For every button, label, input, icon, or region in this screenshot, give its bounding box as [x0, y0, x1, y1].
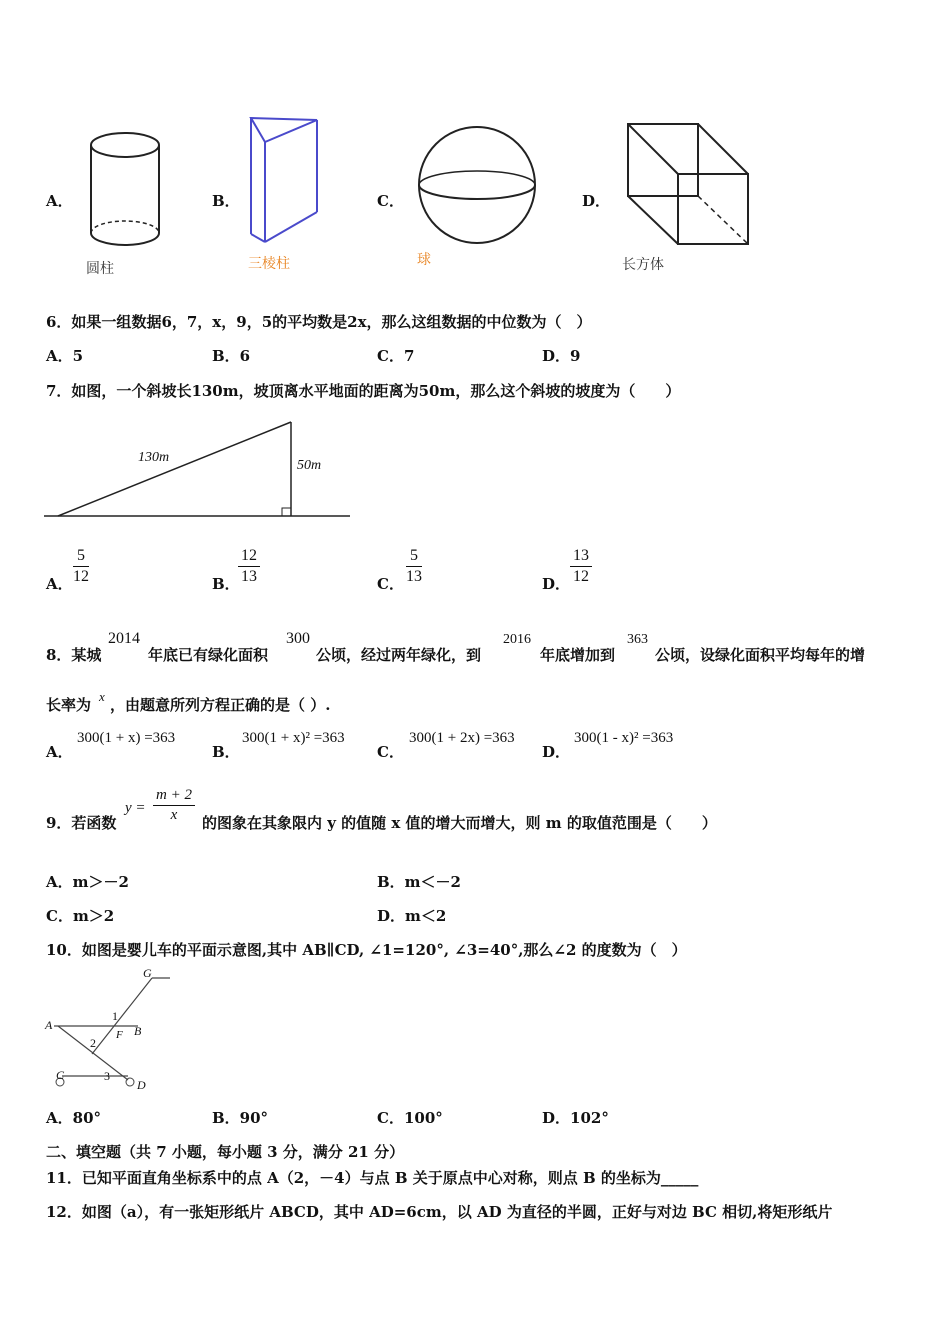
q7-option-d-fraction [570, 547, 592, 586]
q9-y-eq: y = [125, 800, 146, 816]
cuboid-caption: 长方体 [622, 257, 664, 273]
q7-option-a-fraction [73, 547, 89, 586]
q8-option-b-letter: B． [212, 743, 240, 761]
slope-length-label: 130m [138, 450, 170, 465]
q7-option-a-letter: A． [46, 575, 73, 593]
sphere-caption: 球 [417, 252, 431, 268]
q8-option-b-eq: 300(1 + x)² =363 [242, 730, 345, 746]
q8-variable: x [99, 689, 105, 704]
q10-option-d: D．102° [542, 1109, 609, 1127]
q8-option-a-eq: 300(1 + x) =363 [77, 730, 176, 746]
q8-part1: 8．某城 [46, 646, 102, 664]
q9-post: 的图象在其象限内 y 的值随 x 值的增大而增大，则 m 的取值范围是（ ） [202, 814, 717, 832]
q12-stem: 12．如图（a），有一张矩形纸片 ABCD，其中 AD=6cm，以 AD 为直径的半圆，正好与对边 BC 相切,将矩形纸片 [46, 1203, 833, 1221]
q7-option-d-letter: D． [542, 575, 571, 593]
q7-stem: 7．如图，一个斜坡长130m，坡顶离水平地面的距离为50m，那么这个斜坡的坡度为（ ） [46, 382, 681, 400]
q8-line2b: ，由题意所列方程正确的是（ ）. [110, 696, 331, 714]
q7-option-a-num: 5 [73, 547, 89, 567]
q5-option-b-letter: B． [212, 192, 240, 210]
q9-den: x [170, 807, 178, 823]
q8-option-c-letter: C． [377, 743, 404, 761]
q7-option-c-num: 5 [406, 547, 422, 567]
cylinder-figure [82, 125, 172, 255]
cylinder-caption: 圆柱 [86, 261, 114, 277]
q8-year1: 2014 [108, 630, 140, 647]
q7-option-b-num: 12 [238, 547, 260, 567]
q7-option-b-fraction [238, 547, 260, 586]
q8-option-d-letter: D． [542, 743, 571, 761]
q9-option-a: A．m＞－2 [46, 873, 129, 891]
q8-option-a-letter: A． [46, 743, 73, 761]
q8-part4: 年底增加到 [540, 646, 616, 664]
q8-option-c-eq: 300(1 + 2x) =363 [409, 730, 515, 746]
q9-option-d: D．m＜2 [377, 907, 447, 925]
q10-label-3: 3 [104, 1069, 110, 1083]
q8-area2: 363 [627, 632, 648, 647]
q10-label-f: F [116, 1029, 123, 1041]
q10-label-g: G [143, 966, 152, 980]
q10-option-b: B．90° [212, 1109, 269, 1127]
q10-option-a: A．80° [46, 1109, 102, 1127]
q7-option-c-fraction [406, 547, 422, 586]
q7-option-c-letter: C． [377, 575, 404, 593]
section-2-heading: 二、填空题（共 7 小题，每小题 3 分，满分 21 分） [46, 1143, 405, 1161]
q10-label-a: A [45, 1018, 53, 1032]
slope-height-label: 50m [297, 458, 322, 473]
q8-year2: 2016 [503, 632, 531, 647]
q8-area1: 300 [286, 630, 310, 647]
q11-stem: 11．已知平面直角坐标系中的点 A（2，－4）与点 B 关于原点中心对称，则点 B 的坐标为_____ [46, 1169, 699, 1187]
q6-option-c: C．7 [377, 347, 415, 365]
q9-fraction [153, 787, 195, 824]
q9-option-c: C．m＞2 [46, 907, 115, 925]
q10-label-1: 1 [112, 1009, 118, 1023]
q7-option-d-num: 13 [570, 547, 592, 567]
q8-option-d-eq: 300(1 - x)² =363 [574, 730, 674, 746]
q7-option-d-den: 12 [573, 568, 589, 585]
q6-option-a: A．5 [46, 347, 84, 365]
q5-option-c-letter: C． [377, 192, 404, 210]
q5-option-a-letter: A． [46, 192, 73, 210]
q7-option-b-den: 13 [241, 568, 257, 585]
q7-option-c-den: 13 [406, 568, 422, 585]
q10-label-b: B [134, 1024, 142, 1038]
q5-option-d-letter: D． [582, 192, 611, 210]
q10-label-c: C [56, 1068, 65, 1082]
sphere-figure [414, 122, 540, 248]
q9-option-b: B．m＜－2 [377, 873, 461, 891]
q7-option-b-letter: B． [212, 575, 240, 593]
q10-label-2: 2 [90, 1036, 96, 1050]
q6-option-d: D．9 [542, 347, 581, 365]
prism-caption: 三棱柱 [248, 256, 290, 272]
q8-part5: 公顷，设绿化面积平均每年的增 [655, 646, 866, 664]
q10-label-d: D [137, 1078, 146, 1092]
q8-line2a: 长率为 [46, 696, 92, 714]
q6-stem: 6．如果一组数据6，7，x，9，5的平均数是2x，那么这组数据的中位数为（ ） [46, 313, 592, 331]
q10-option-c: C．100° [377, 1109, 443, 1127]
triangular-prism-figure [245, 112, 325, 252]
q8-part2: 年底已有绿化面积 [148, 646, 269, 664]
q9-num: m + 2 [153, 787, 195, 806]
cuboid-figure [620, 118, 756, 250]
q10-stem: 10．如图是婴儿车的平面示意图,其中 AB∥CD, ∠1=120°, ∠3=40°,那么∠2 的度数为（ ） [46, 941, 687, 959]
q9-pre: 9．若函数 [46, 814, 117, 832]
q7-option-a-den: 12 [73, 568, 89, 585]
q6-option-b: B．6 [212, 347, 251, 365]
q8-part3: 公顷，经过两年绿化，到 [316, 646, 482, 664]
